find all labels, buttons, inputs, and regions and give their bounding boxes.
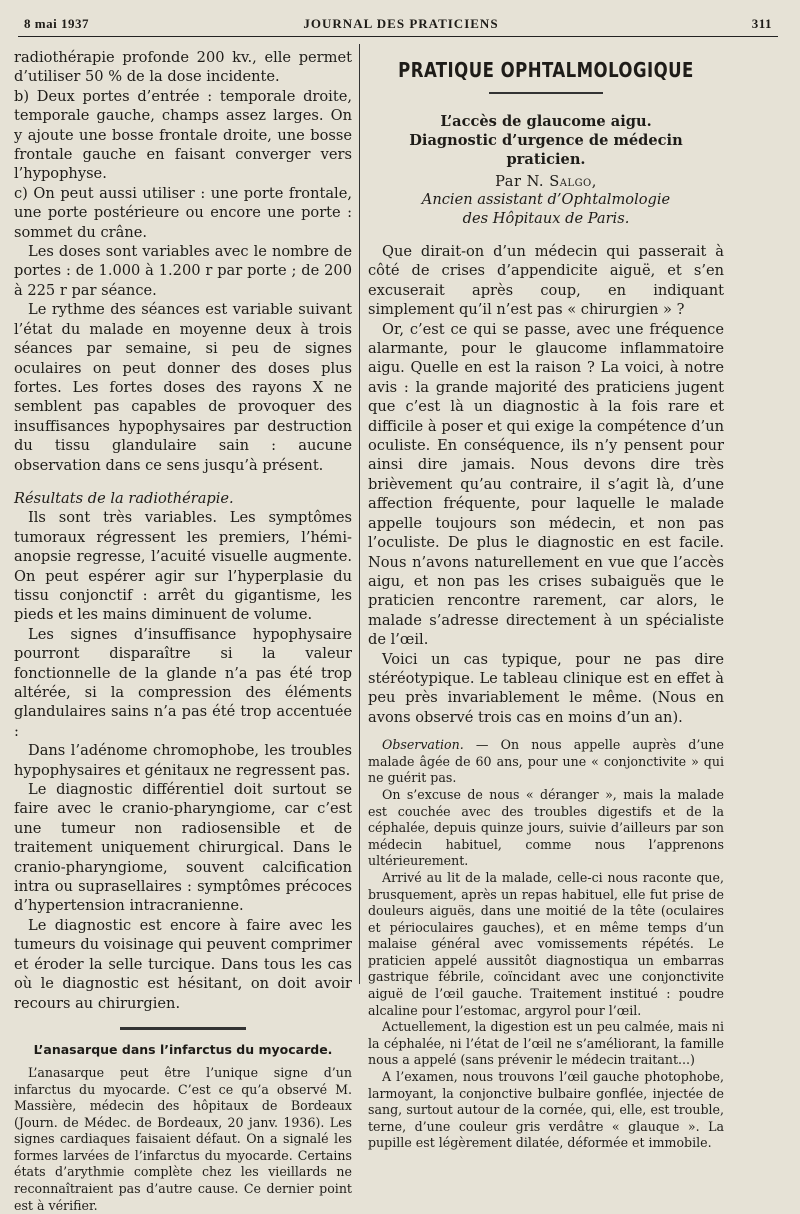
observation-text: — On nous appelle auprès d’une malade âgée de 60 ans, pour une « conjonctivite » qui ne guérit pas.	[368, 737, 724, 786]
author-name: Salgo,	[549, 173, 597, 190]
body-paragraph: Le rythme des séances est variable suivant l’état du malade en moyenne deux à trois séances par semaine, si peu de signes oculaires on peut donner des doses plus fortes. Les fortes doses des rayons X ne semblent pas capables de provoquer des insuffisances hypophysaires par destruction du tissu glandulaire sain : aucune observation dans ce sens jusqu’à présent.	[14, 301, 352, 474]
small-paragraph: On s’excuse de nous « déranger », mais la malade est couchée avec des troubles digestifs et de la céphalée, depuis quinze jours, suivie d’ailleurs par son médecin habituel, comme nous l’apprenons ultérieurement.	[368, 786, 724, 869]
section-title: PRATIQUE OPHTALMOLOGIQUE	[398, 58, 694, 82]
affiliation-line: des Hôpitaux de Paris.	[462, 210, 630, 227]
body-paragraph: Le diagnostic différentiel doit surtout se faire avec le cranio-pharyngiome, car c’est une tumeur non radiosensible et de traitement uniquement chirurgical. Dans le cranio-pharyngiome, souvent calcification intra ou suprasellaires : symptômes précoces d’hypertension intracranienne.	[14, 781, 352, 915]
journal-title: JOURNAL DES PRATICIENS	[303, 16, 499, 31]
body-paragraph: Or, c’est ce qui se passe, avec une fréquence alarmante, pour le glaucome inflammatoire aigu. Quelle en est la raison ? La voici, à notre avis : la grande majorité des praticiens jugent que c’est là un diagnostic à la fois rare et difficile à poser et qui exige la compétence d’un oculiste. En conséquence, ils n’y pensent pour ainsi dire jamais. Nous devons dire très brièvement qu’au contraire, il s’agit là, d’une affection fréquente, pour laquelle le malade appelle toujours son médecin, et non pas l’oculiste. De plus le diagnostic en est facile. Nous n’avons naturellement en vue que l’accès aigu, et non pas les crises subaiguës que le praticien rencontre rarement, car alors, le malade s’adresse directement à un spécialiste de l’œil.	[368, 320, 724, 649]
small-paragraph: A l’examen, nous trouvons l’œil gauche photophobe, larmoyant, la conjonctive bulbaire gonflée, injectée de sang, surtout autour de la cornée, qui, elle, est trouble, terne, d’une couleur gris verdâtre « glauque ». La pupille est légèrement dilatée, déformée et immobile.	[368, 1069, 724, 1151]
observation-label: Observation.	[382, 737, 464, 753]
small-paragraph: Actuellement, la digestion est un peu calmée, mais ni la céphalée, ni l’état de l’œil ne s’améliorant, la famille nous a appelé (sans prévenir le médecin traitant...)	[368, 1019, 724, 1068]
body-paragraph: Les signes d’insuffisance hypophysaire pourront disparaître si la valeur fonctionnelle de la glande n’a pas été trop altérée, si la compression des éléments glandulaires sains n’a pas été trop accentuée :	[14, 625, 352, 740]
news-item-title: L’anasarque dans l’infarctus du myocarde.	[33, 1041, 333, 1057]
body-paragraph: Que dirait-on d’un médecin qui passerait à côté de crises d’appendicite aiguë, et s’en excuserait après coup, en indiquant simplement qu’il n’est pas « chirurgien » ?	[368, 243, 724, 319]
body-paragraph: Les doses sont variables avec le nombre de portes : de 1.000 à 1.200 r par porte ; de 200 à 225 r par séance.	[14, 243, 352, 299]
affiliation-line: Ancien assistant d’Ophtalmologie	[421, 191, 671, 208]
author-affiliation	[368, 190, 724, 228]
column-divider	[359, 44, 360, 984]
page-number: 311	[751, 16, 772, 31]
left-column	[14, 48, 352, 1214]
header-rule	[18, 36, 778, 37]
issue-date: 8 mai 1937	[24, 16, 89, 31]
news-item-text: L’anasarque peut être l’unique signe d’un infarctus du myocarde. C’est ce qu’a observé M. Massière, médecin des hôpitaux de Bordeaux (Journ. de Médec. de Bordeaux, 20 janv. 1936). Les signes cardiaques faisaient défaut. On a signalé les formes larvées de l’infarctus du myocarde. Certains états d’arythmie complète chez les vieillards ne reconnaîtraient pas d’autre cause. Ce dernier point est à vérifier.	[14, 1064, 352, 1213]
small-paragraph: Arrivé au lit de la malade, celle-ci nous raconte que, brusquement, après un repas habituel, elle fut prise de douleurs aiguës, dans une moitié de la tête (oculaires et périoculaires gauches), et en même temps d’un malaise général avec vomissements répétés. Le praticien appelé aussitôt diagnostiqua un embarras gastrique fébrile, coïncidant avec une conjonctivite aiguë de l’œil gauche. Traitement institué : poudre alcaline pour l’estomac, argyrol pour l’œil.	[368, 869, 724, 1018]
results-heading: Résultats de la radiothérapie.	[14, 489, 234, 507]
body-paragraph: radiothérapie profonde 200 kv., elle permet d’utiliser 50 % de la dose incidente.	[14, 49, 352, 86]
body-paragraph: b) Deux portes d’entrée : temporale droite, temporale gauche, champs assez larges. On y ajoute une bosse frontale droite, une bosse frontale gauche en faisant converger vers l’hypophyse.	[14, 87, 352, 183]
section-divider	[120, 1027, 246, 1030]
body-paragraph: c) On peut aussi utiliser : une porte frontale, une porte postérieure ou encore une porte : sommet du crâne.	[14, 184, 352, 241]
body-paragraph: Ils sont très variables. Les symptômes tumoraux régressent les premiers, l’hémi-anopsie regresse, l’acuité visuelle augmente. On peut espérer agir sur l’hyperplasie du tissu conjonctif : arrêt du gigantisme, les pieds et les mains diminuent de volume.	[14, 509, 352, 624]
article-subtitle: Diagnostic d’urgence de médecin praticien.	[409, 132, 683, 168]
byline	[368, 173, 724, 190]
body-paragraph: Dans l’adénome chromophobe, les troubles hypophysaires et génitaux ne regressent pas.	[14, 742, 352, 779]
body-paragraph: Voici un cas typique, pour ne pas dire stéréotypique. Le tableau clinique est en effet à peu près invariablement le même. (Nous en avons observé trois cas en moins d’un an).	[368, 650, 724, 726]
running-header	[24, 14, 778, 36]
title-rule	[489, 92, 603, 94]
right-column	[368, 48, 724, 1152]
observation-paragraph	[368, 737, 724, 787]
article-title: L’accès de glaucome aigu.	[440, 113, 652, 130]
byline-prefix: Par N.	[495, 173, 545, 190]
body-paragraph: Le diagnostic est encore à faire avec les tumeurs du voisinage qui peuvent comprimer et éroder la selle turcique. Dans tous les cas où le diagnostic est hésitant, on doit avoir recours au chirurgien.	[14, 916, 352, 1012]
